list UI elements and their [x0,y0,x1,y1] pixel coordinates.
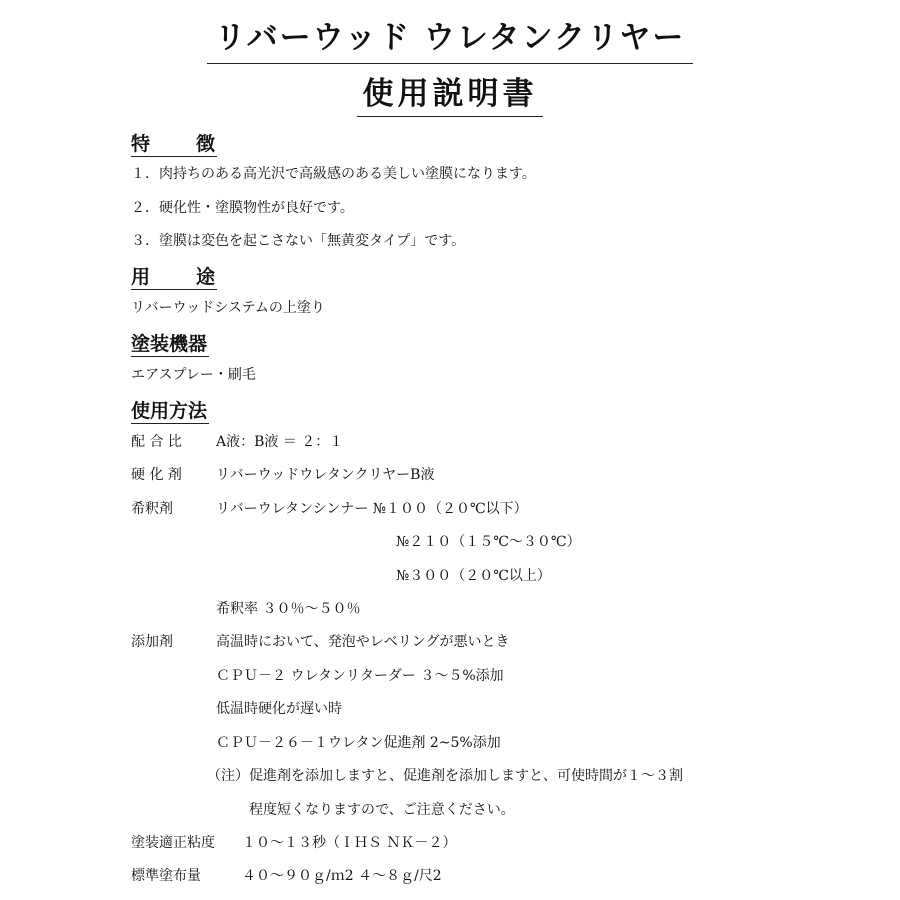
title-underline [207,63,693,64]
dilution-rate: 希釈率 ３０％～５０％ [216,601,361,617]
document-subtitle: 使用説明書 [362,76,538,112]
coverage-value: ４０～９０ｇ/ｍ2 ４～８ｇ/尺2 [242,868,442,884]
subtitle-underline [357,116,543,117]
thinner-line-2: №２１０（１５℃～３０℃） [396,534,581,550]
usage-heading-char-2: 途 [196,266,216,288]
viscosity-value: １０～１３秒（ＩＨＳ ＮＫ－２） [242,835,457,851]
additive-line-3: 低温時硬化が遅い時 [216,701,342,717]
features-heading-char-1: 特 [131,133,151,155]
usage-heading-char-1: 用 [131,266,151,288]
additive-line-2: ＣＰＵ－２ ウレタンリターダー ３～５%添加 [216,668,504,684]
additive-label: 添加剤 [131,634,173,650]
additive-line-4: ＣＰＵ－２６－１ウレタン促進剤 2~5%添加 [216,735,501,751]
mix-ratio-value: A液：B液 ＝ ２：１ [216,434,344,450]
method-heading: 使用方法 [131,400,208,422]
mix-ratio-label: 配 合 比 [131,434,182,450]
thinner-line-3: №３００（２０℃以上） [396,568,551,584]
thinner-line-1: リバーウレタンシンナー №１００（２０℃以下） [216,501,528,517]
equipment-heading: 塗装機器 [131,333,208,355]
features-heading-char-2: 徴 [196,133,216,155]
document-title: リバーウッド ウレタンクリヤー [214,20,686,56]
usage-heading [131,265,217,290]
feature-item-2: ２．硬化性・塗膜物性が良好です。 [131,200,354,216]
thinner-label: 希釈剤 [131,501,173,517]
hardener-value: リバーウッドウレタンクリヤーB液 [216,467,435,483]
additive-line-1: 高温時において、発泡やレベリングが悪いとき [216,634,510,650]
coverage-label: 標準塗布量 [131,868,201,884]
equipment-text: エアスプレー・刷毛 [131,367,256,383]
usage-text: リバーウッドシステムの上塗り [131,300,325,316]
hardener-label: 硬 化 剤 [131,467,182,483]
note-line-1: （注）促進剤を添加しますと、促進剤を添加しますと、可使時間が１～３割 [207,768,683,784]
note-line-2: 程度短くなりますので、ご注意ください。 [249,802,515,818]
feature-item-1: １．肉持ちのある高光沢で高級感のある美しい塗膜になります。 [131,166,536,182]
features-heading [131,132,217,157]
viscosity-label: 塗装適正粘度 [131,835,215,851]
feature-item-3: ３．塗膜は変色を起こさない「無黄変タイプ」です。 [131,233,466,249]
